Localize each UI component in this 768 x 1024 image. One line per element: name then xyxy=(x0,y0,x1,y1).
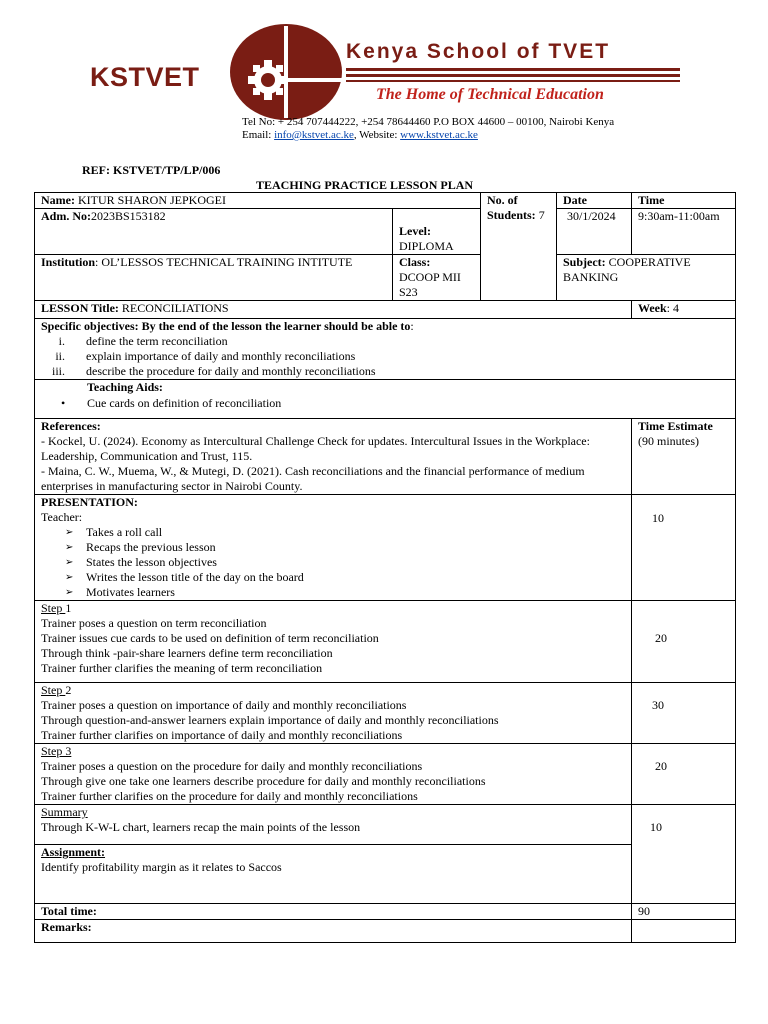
table-row xyxy=(35,805,736,845)
lesson-title-cell xyxy=(35,301,632,319)
total-time-value: 90 xyxy=(638,904,650,918)
adm-label: Adm. No: xyxy=(41,209,91,223)
step-number: 2 xyxy=(65,683,72,697)
step-line: Trainer further clarifies the meaning of term reconciliation xyxy=(41,661,323,675)
objectives-colon: : xyxy=(410,319,414,333)
step-minutes: 20 xyxy=(655,759,667,773)
list-item xyxy=(41,364,729,379)
total-time-value-cell xyxy=(632,904,736,920)
summary-minutes-cell xyxy=(632,805,736,904)
step-minutes-cell xyxy=(632,744,736,805)
list-item xyxy=(41,349,729,364)
table-row xyxy=(35,380,736,419)
time-estimate-label: Time Estimate xyxy=(638,419,713,433)
institution-label: Institution xyxy=(41,255,96,269)
objectives-cell xyxy=(35,319,736,380)
objectives-list xyxy=(41,334,729,379)
students-cell xyxy=(481,193,557,301)
institution-cell xyxy=(35,255,393,301)
class-cell xyxy=(393,255,481,301)
assignment-heading: Assignment: xyxy=(41,845,106,859)
letterhead xyxy=(0,0,768,160)
arrow-bullet-icon: ➢ xyxy=(65,542,74,553)
class-label: Class: xyxy=(399,255,431,269)
table-row xyxy=(35,301,736,319)
document-title: TEACHING PRACTICE LESSON PLAN xyxy=(256,178,474,192)
table-row xyxy=(35,920,736,943)
institution-value: : OL’LESSOS TECHNICAL TRAINING INTITUTE xyxy=(95,255,353,269)
summary-minutes: 10 xyxy=(650,820,662,834)
objective-number: ii. xyxy=(55,349,65,363)
date-value: 30/1/2024 xyxy=(567,209,616,223)
level-cell xyxy=(393,209,481,255)
remarks-value-cell xyxy=(632,920,736,943)
step-minutes: 20 xyxy=(655,631,667,645)
class-value: DCOOP MII S23 xyxy=(399,270,461,299)
list-item xyxy=(65,555,625,570)
step-number: 1 xyxy=(65,601,72,615)
presentation-minutes: 10 xyxy=(652,511,664,525)
bullet-icon: • xyxy=(61,396,66,410)
arrow-bullet-icon: ➢ xyxy=(65,587,74,598)
objective-number: iii. xyxy=(51,364,65,378)
table-row xyxy=(35,845,736,904)
step-line: Trainer poses a question on importance of daily and monthly reconciliations xyxy=(41,698,407,712)
remarks-label: Remarks: xyxy=(41,920,92,934)
step-line: Through give one take one learners describe procedure for daily and monthly reconciliations xyxy=(41,774,486,788)
references-heading: References: xyxy=(41,419,101,433)
subject-label: Subject: xyxy=(563,255,606,269)
summary-cell xyxy=(35,805,632,845)
tagline: The Home of Technical Education xyxy=(376,86,604,103)
table-row xyxy=(35,209,736,255)
step-line: Through question-and-answer learners explain importance of daily and monthly reconciliations xyxy=(41,713,499,727)
objectives-heading: Specific objectives: By the end of the lesson the learner should be able to xyxy=(41,319,411,333)
kstvet-logo-text: KSTVET xyxy=(90,62,200,92)
list-item xyxy=(61,396,729,411)
contact-line: Tel No: + 254 707444222, +254 78644460 P.O BOX 44600 – 00100, Nairobi Kenya xyxy=(242,116,615,128)
name-cell xyxy=(35,193,481,209)
arrow-bullet-icon: ➢ xyxy=(65,572,74,583)
table-row xyxy=(35,683,736,744)
presentation-item: States the lesson objectives xyxy=(86,555,217,569)
school-name: Kenya School of TVET xyxy=(346,40,611,63)
email-line xyxy=(242,129,478,141)
adm-cell xyxy=(35,209,393,255)
table-row xyxy=(35,601,736,683)
total-time-cell xyxy=(35,904,632,920)
list-item xyxy=(65,540,625,555)
name-label: Name: xyxy=(41,193,75,207)
presentation-minutes-cell xyxy=(632,495,736,601)
step-line: Trainer poses a question on the procedure for daily and monthly reconciliations xyxy=(41,759,423,773)
subject-cell xyxy=(557,255,736,301)
teaching-aids-cell xyxy=(35,380,736,419)
table-row xyxy=(35,904,736,920)
students-label: No. of Students: xyxy=(487,193,536,222)
presentation-list xyxy=(41,525,625,600)
summary-heading: Summary xyxy=(41,805,88,819)
step-minutes-cell xyxy=(632,683,736,744)
presentation-item: Motivates learners xyxy=(86,585,175,599)
teaching-aid-text: Cue cards on definition of reconciliation xyxy=(87,396,282,410)
step-line: Through think -pair-share learners define term reconciliation xyxy=(41,646,333,660)
students-value: 7 xyxy=(535,208,545,222)
arrow-bullet-icon: ➢ xyxy=(65,527,74,538)
week-value: : 4 xyxy=(666,301,680,315)
gear-half-logo-icon xyxy=(228,22,344,122)
presentation-cell xyxy=(35,495,632,601)
email-link[interactable]: info@kstvet.ac.ke xyxy=(274,129,354,141)
table-row xyxy=(35,319,736,380)
step-label: Step 3 xyxy=(41,744,72,758)
presentation-sub: Teacher: xyxy=(41,510,83,524)
header-rule xyxy=(346,80,680,82)
presentation-item: Takes a roll call xyxy=(86,525,163,539)
total-time-label: Total time: xyxy=(41,904,97,918)
name-value: KITUR SHARON JEPKOGEI xyxy=(74,193,226,207)
header-rule xyxy=(346,74,680,77)
time-estimate-value: (90 minutes) xyxy=(638,434,699,448)
step-line: Trainer further clarifies on importance of daily and monthly reconciliations xyxy=(41,728,403,742)
objective-text: describe the procedure for daily and monthly reconciliations xyxy=(86,364,376,378)
presentation-heading: PRESENTATION: xyxy=(41,495,138,509)
subject-value: COOPERATIVE BANKING xyxy=(563,255,691,284)
date-label: Date xyxy=(563,193,587,207)
step-label: Step xyxy=(41,683,66,697)
date-value-cell xyxy=(557,209,632,255)
assignment-line: Identify profitability margin as it relates to Saccos xyxy=(41,860,282,874)
table-row xyxy=(35,193,736,209)
assignment-cell xyxy=(35,845,632,904)
references-cell xyxy=(35,419,632,495)
step-cell xyxy=(35,601,632,683)
week-cell xyxy=(632,301,736,319)
table-row xyxy=(35,744,736,805)
objective-text: explain importance of daily and monthly reconciliations xyxy=(86,349,356,363)
reference-item: - Kockel, U. (2024). Economy as Intercultural Challenge Check for updates. Intercultural Issues in the Workplace: Leadership, Communication and Trust, 115. xyxy=(41,434,590,463)
time-value: 9:30am-11:00am xyxy=(638,209,720,223)
teaching-aids-heading: Teaching Aids: xyxy=(87,380,163,394)
website-label: , Website: xyxy=(353,129,398,141)
list-item xyxy=(41,334,729,349)
list-item xyxy=(65,525,625,540)
summary-line: Through K-W-L chart, learners recap the main points of the lesson xyxy=(41,820,361,834)
time-label-cell xyxy=(632,193,736,209)
arrow-bullet-icon: ➢ xyxy=(65,557,74,568)
table-row xyxy=(35,495,736,601)
step-cell xyxy=(35,744,632,805)
lesson-title-value: RECONCILIATIONS xyxy=(118,301,229,315)
time-value-cell xyxy=(632,209,736,255)
header-rule xyxy=(346,68,680,71)
lesson-title-label: LESSON Title: xyxy=(41,301,119,315)
remarks-cell xyxy=(35,920,632,943)
date-label-cell xyxy=(557,193,632,209)
week-label: Week xyxy=(638,301,667,315)
level-label: Level: xyxy=(399,224,431,238)
objective-text: define the term reconciliation xyxy=(86,334,228,348)
lesson-plan-table xyxy=(34,192,736,943)
presentation-item: Recaps the previous lesson xyxy=(86,540,216,554)
time-estimate-cell xyxy=(632,419,736,495)
objective-number: i. xyxy=(58,334,65,348)
time-label: Time xyxy=(638,193,665,207)
adm-value: 2023BS153182 xyxy=(91,209,166,223)
step-cell xyxy=(35,683,632,744)
step-line: Trainer poses a question on term reconciliation xyxy=(41,616,267,630)
list-item xyxy=(65,570,625,585)
step-line: Trainer further clarifies on the procedure for daily and monthly reconciliations xyxy=(41,789,418,803)
reference-item: - Maina, C. W., Muema, W., & Mutegi, D. (2021). Cash reconciliations and the financial performance of medium enterprises in manufacturing sector in Nairobi County. xyxy=(41,464,585,493)
table-row xyxy=(35,419,736,495)
step-label: Step xyxy=(41,601,66,615)
step-line: Trainer issues cue cards to be used on definition of term reconciliation xyxy=(41,631,379,645)
email-label: Email: xyxy=(242,129,272,141)
level-value: DIPLOMA xyxy=(399,239,454,253)
ref-number: REF: KSTVET/TP/LP/006 xyxy=(82,163,221,177)
table-row xyxy=(35,255,736,301)
list-item xyxy=(65,585,625,600)
website-link[interactable]: www.kstvet.ac.ke xyxy=(400,129,478,141)
step-minutes: 30 xyxy=(652,698,664,712)
presentation-item: Writes the lesson title of the day on the board xyxy=(86,570,304,584)
step-minutes-cell xyxy=(632,601,736,683)
